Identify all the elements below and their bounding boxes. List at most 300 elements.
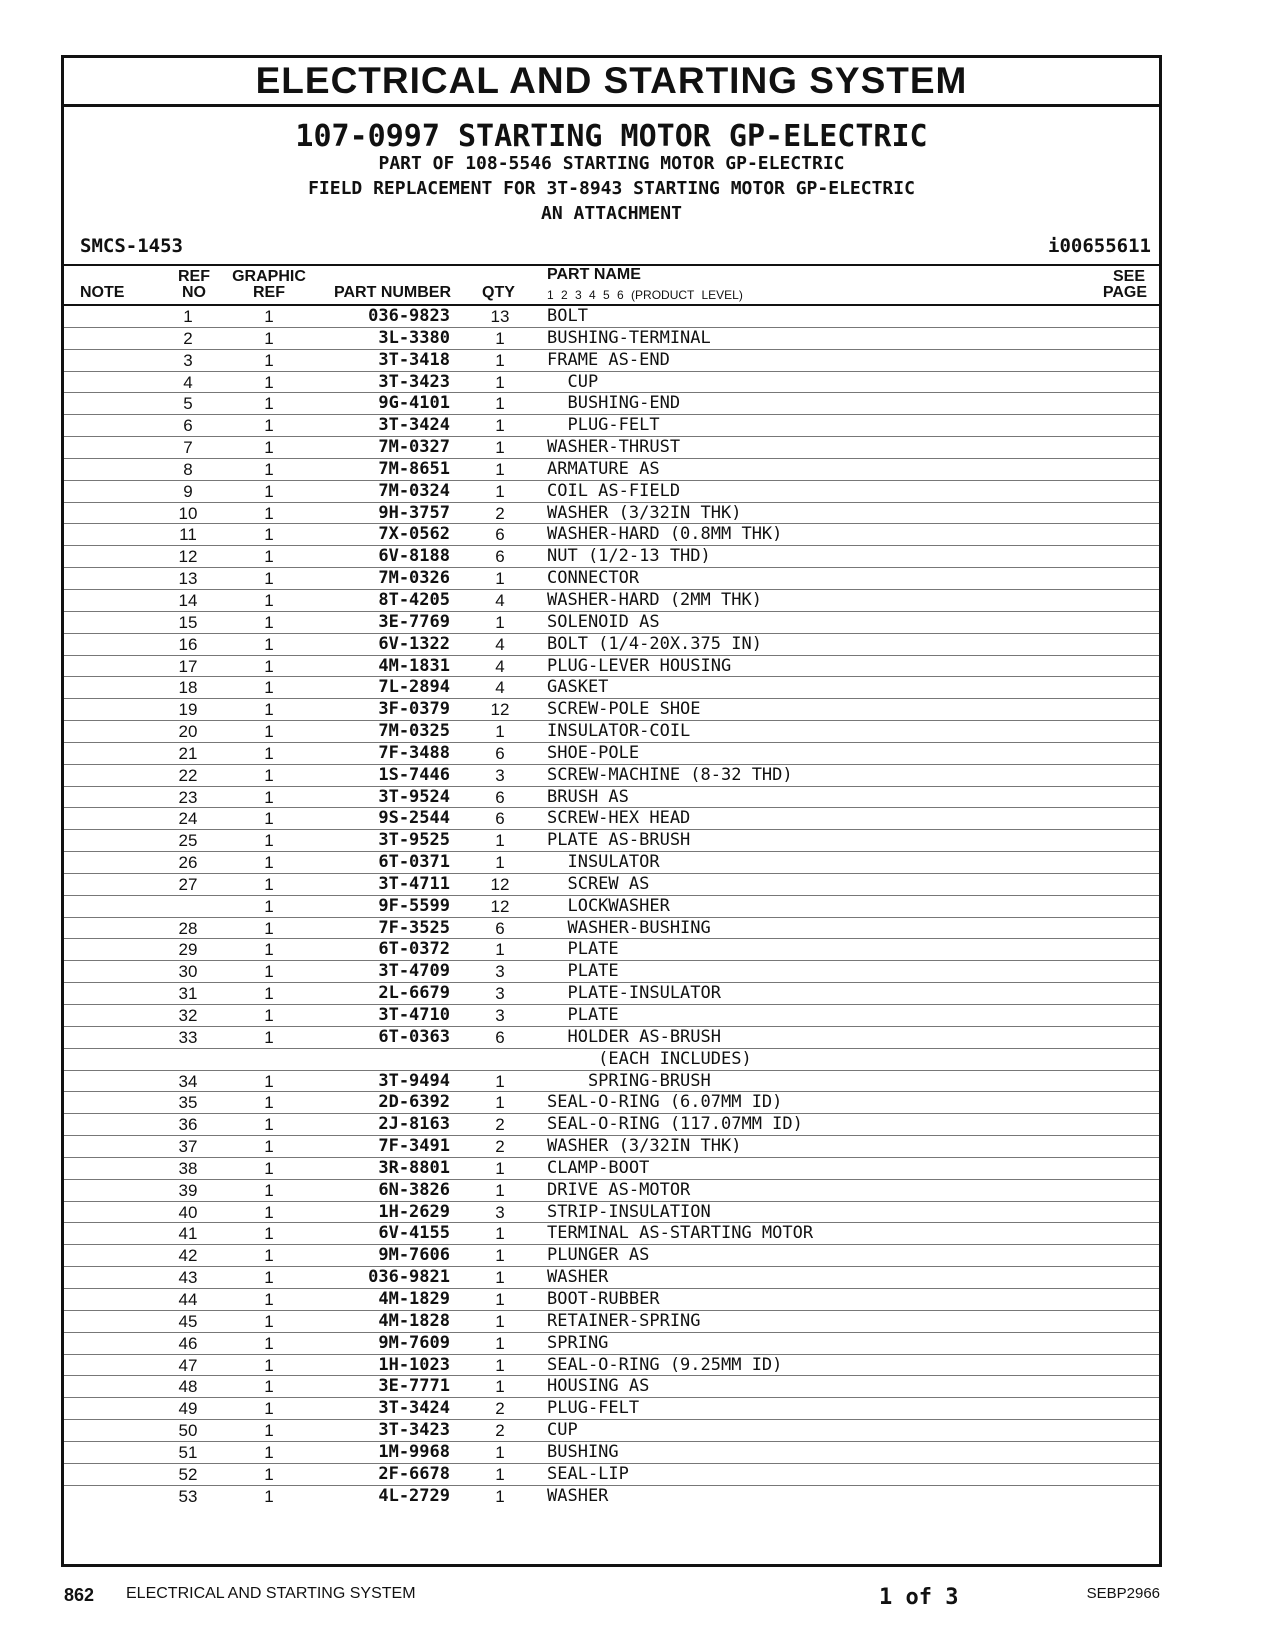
header-qty: QTY — [482, 284, 515, 301]
graphic-ref: 1 — [264, 459, 274, 479]
ref-number: 35 — [178, 1093, 198, 1113]
table-row — [64, 1311, 1159, 1333]
quantity: 1 — [495, 853, 505, 873]
table-row — [64, 1180, 1159, 1202]
quantity: 2 — [495, 503, 505, 523]
table-row — [64, 656, 1159, 678]
quantity: 1 — [495, 612, 505, 632]
quantity: 2 — [495, 1399, 505, 1419]
table-row — [64, 983, 1159, 1005]
ref-number: 14 — [178, 590, 198, 610]
quantity: 1 — [495, 1442, 505, 1462]
quantity: 4 — [495, 656, 505, 676]
part-name: CUP — [547, 371, 599, 392]
section-banner: ELECTRICAL AND STARTING SYSTEM — [64, 58, 1159, 107]
graphic-ref: 1 — [264, 656, 274, 676]
table-row — [64, 1136, 1159, 1158]
part-number: 3L-3380 — [378, 327, 450, 348]
graphic-ref: 1 — [264, 853, 274, 873]
ref-number: 33 — [178, 1027, 198, 1047]
part-number: 3T-4710 — [378, 1005, 450, 1025]
ref-number: 31 — [178, 984, 198, 1004]
part-number: 3T-9524 — [378, 786, 450, 807]
table-row — [64, 481, 1159, 503]
table-row — [64, 1442, 1159, 1464]
quantity: 4 — [495, 590, 505, 610]
ref-number: 13 — [178, 569, 198, 589]
graphic-ref: 1 — [264, 350, 274, 370]
part-number: 7F-3525 — [378, 917, 450, 938]
part-number: 1S-7446 — [378, 764, 450, 785]
part-name: CONNECTOR — [547, 568, 640, 589]
table-row — [64, 1092, 1159, 1114]
graphic-ref: 1 — [264, 503, 274, 523]
graphic-ref: 1 — [264, 547, 274, 567]
ref-number: 34 — [178, 1071, 198, 1091]
part-number: 6T-0363 — [378, 1026, 450, 1047]
part-number: 6V-4155 — [378, 1223, 450, 1244]
table-row — [64, 1158, 1159, 1180]
part-number: 2D-6392 — [378, 1092, 450, 1113]
quantity: 2 — [495, 1421, 505, 1441]
part-name: SHOE-POLE — [547, 742, 640, 763]
ref-number: 24 — [178, 809, 198, 829]
part-number: 2J-8163 — [378, 1114, 450, 1135]
quantity: 6 — [495, 525, 505, 545]
part-number: 3R-8801 — [378, 1157, 450, 1178]
graphic-ref: 1 — [264, 1180, 274, 1200]
table-row — [64, 699, 1159, 721]
graphic-ref: 1 — [264, 1355, 274, 1375]
ref-number: 11 — [179, 525, 197, 545]
table-row — [64, 1267, 1159, 1289]
part-name: PLUG-FELT — [547, 1398, 640, 1419]
ref-number: 22 — [178, 765, 198, 785]
ref-number: 16 — [178, 634, 198, 654]
illustration-id: i00655611 — [1048, 235, 1151, 257]
footer-page-of: 1 of 3 — [879, 1585, 959, 1610]
table-row — [64, 787, 1159, 809]
part-name: SCREW AS — [547, 873, 650, 894]
quantity: 1 — [495, 722, 505, 742]
graphic-ref: 1 — [264, 1421, 274, 1441]
graphic-ref: 1 — [264, 438, 274, 458]
ref-number: 25 — [178, 831, 198, 851]
quantity: 2 — [495, 1115, 505, 1135]
ref-number: 43 — [178, 1268, 198, 1288]
graphic-ref: 1 — [264, 678, 274, 698]
table-row — [64, 874, 1159, 896]
part-number: 6N-3826 — [378, 1179, 450, 1200]
part-name: BUSHING — [547, 1441, 619, 1462]
graphic-ref: 1 — [264, 1399, 274, 1419]
quantity: 3 — [495, 984, 505, 1004]
ref-number: 39 — [178, 1180, 198, 1200]
footer-section: ELECTRICAL AND STARTING SYSTEM — [126, 1585, 416, 1602]
ref-number: 5 — [183, 394, 193, 414]
part-name: DRIVE AS-MOTOR — [547, 1179, 691, 1200]
ref-number: 21 — [178, 743, 198, 763]
part-number: 4M-1828 — [378, 1310, 450, 1331]
table-row — [64, 1355, 1159, 1377]
ref-number: 27 — [178, 874, 198, 894]
part-name: BOLT — [547, 306, 588, 326]
part-number: 7M-0325 — [378, 721, 450, 742]
ref-number: 23 — [178, 787, 198, 807]
quantity: 4 — [495, 678, 505, 698]
part-name: SPRING — [547, 1332, 609, 1353]
part-number: 3T-3418 — [378, 349, 450, 370]
quantity: 6 — [495, 1027, 505, 1047]
graphic-ref: 1 — [264, 962, 274, 982]
graphic-ref: 1 — [264, 809, 274, 829]
quantity: 1 — [495, 1486, 505, 1506]
part-name: SCREW-POLE SHOE — [547, 699, 701, 720]
quantity: 6 — [495, 547, 505, 567]
table-row — [64, 765, 1159, 787]
part-name: WASHER-BUSHING — [547, 917, 711, 938]
part-name: ARMATURE AS — [547, 458, 660, 479]
part-number: 3F-0379 — [378, 699, 450, 720]
graphic-ref: 1 — [264, 1333, 274, 1353]
ref-number: 53 — [178, 1486, 198, 1506]
table-row — [64, 961, 1159, 983]
subtitle-part-of: PART OF 108-5546 STARTING MOTOR GP-ELECTRIC — [378, 153, 845, 174]
part-name: INSULATOR-COIL — [547, 721, 691, 742]
part-number: 2L-6679 — [378, 983, 450, 1004]
part-name: CLAMP-BOOT — [547, 1157, 650, 1178]
table-row — [64, 1114, 1159, 1136]
quantity: 1 — [495, 1158, 505, 1178]
part-name: SPRING-BRUSH — [547, 1070, 711, 1091]
parts-group-header — [64, 107, 1159, 266]
ref-number: 20 — [178, 722, 198, 742]
quantity: 12 — [490, 700, 510, 720]
page-footer — [64, 1585, 1164, 1613]
part-number: 1H-1023 — [378, 1354, 450, 1375]
part-number: 7X-0562 — [378, 524, 450, 545]
part-number: 2F-6678 — [378, 1463, 450, 1484]
table-row — [64, 1245, 1159, 1267]
part-name: SEAL-O-RING (117.07MM ID) — [547, 1114, 803, 1135]
table-row — [64, 743, 1159, 765]
part-name: INSULATOR — [547, 852, 660, 873]
ref-number: 30 — [178, 962, 198, 982]
part-number: 7M-0324 — [378, 480, 450, 501]
part-name: TERMINAL AS-STARTING MOTOR — [547, 1223, 814, 1244]
graphic-ref: 1 — [264, 328, 274, 348]
ref-number: 48 — [178, 1377, 198, 1397]
part-number: 7M-0326 — [378, 568, 450, 589]
table-row — [64, 524, 1159, 546]
table-row — [64, 568, 1159, 590]
graphic-ref: 1 — [264, 831, 274, 851]
quantity: 3 — [495, 1202, 505, 1222]
graphic-ref: 1 — [264, 481, 274, 501]
part-name: WASHER (3/32IN THK) — [547, 1136, 742, 1157]
table-row — [64, 1486, 1159, 1508]
part-name: BUSHING-TERMINAL — [547, 327, 711, 348]
table-row — [64, 721, 1159, 743]
graphic-ref: 1 — [264, 1093, 274, 1113]
ref-number: 36 — [178, 1115, 198, 1135]
quantity: 1 — [495, 940, 505, 960]
part-name: SCREW-HEX HEAD — [547, 808, 691, 829]
parts-table-body — [64, 306, 1159, 1507]
footer-document-id: SEBP2966 — [1086, 1585, 1160, 1602]
ref-number: 32 — [178, 1006, 198, 1025]
ref-number: 37 — [178, 1137, 198, 1157]
table-row — [64, 1420, 1159, 1442]
part-number: 3T-3424 — [378, 1398, 450, 1419]
part-number: 6T-0372 — [378, 939, 450, 960]
part-number: 3E-7769 — [378, 611, 450, 632]
ref-number: 40 — [178, 1202, 198, 1222]
part-name: PLATE-INSULATOR — [547, 983, 721, 1004]
part-number: 6V-8188 — [378, 546, 450, 567]
table-row — [64, 1333, 1159, 1355]
quantity: 1 — [495, 1311, 505, 1331]
ref-number: 1 — [183, 307, 193, 326]
graphic-ref: 1 — [264, 612, 274, 632]
graphic-ref: 1 — [264, 569, 274, 589]
part-name: FRAME AS-END — [547, 349, 670, 370]
table-row — [64, 1464, 1159, 1486]
quantity: 1 — [495, 1071, 505, 1091]
ref-number: 41 — [178, 1224, 198, 1244]
part-number: 036-9823 — [368, 306, 450, 326]
part-number: 9M-7609 — [378, 1332, 450, 1353]
quantity: 6 — [495, 918, 505, 938]
part-name: GASKET — [547, 677, 609, 698]
quantity: 6 — [495, 787, 505, 807]
table-row — [64, 350, 1159, 372]
table-row — [64, 1376, 1159, 1398]
quantity: 1 — [495, 481, 505, 501]
quantity: 1 — [495, 438, 505, 458]
part-name: PLATE — [547, 939, 619, 960]
table-row — [64, 328, 1159, 350]
quantity: 1 — [495, 1246, 505, 1266]
table-row — [64, 1202, 1159, 1224]
part-name: SEAL-O-RING (6.07MM ID) — [547, 1092, 783, 1113]
subtitle-attachment: AN ATTACHMENT — [541, 203, 682, 224]
quantity: 1 — [495, 1093, 505, 1113]
header-graphic-top: GRAPHIC — [232, 268, 306, 285]
table-row — [64, 939, 1159, 961]
part-name: SEAL-LIP — [547, 1463, 629, 1484]
quantity: 1 — [495, 569, 505, 589]
part-name: HOUSING AS — [547, 1376, 650, 1397]
part-name: COIL AS-FIELD — [547, 480, 681, 501]
part-number: 4L-2729 — [378, 1485, 450, 1506]
graphic-ref: 1 — [264, 1289, 274, 1309]
table-row — [64, 546, 1159, 568]
part-name: SEAL-O-RING (9.25MM ID) — [547, 1354, 783, 1375]
column-headers — [64, 266, 1159, 306]
ref-number: 50 — [178, 1421, 198, 1441]
part-name: PLUG-FELT — [547, 415, 660, 436]
table-row — [64, 808, 1159, 830]
part-name: WASHER (3/32IN THK) — [547, 502, 742, 523]
ref-number: 4 — [183, 372, 193, 392]
graphic-ref: 1 — [264, 1202, 274, 1222]
quantity: 3 — [495, 1006, 505, 1025]
table-row — [64, 1005, 1159, 1027]
quantity: 12 — [490, 896, 510, 916]
part-name: STRIP-INSULATION — [547, 1201, 711, 1222]
ref-number: 38 — [178, 1158, 198, 1178]
table-row — [64, 634, 1159, 656]
graphic-ref: 1 — [264, 1006, 274, 1025]
quantity: 1 — [495, 372, 505, 392]
table-row — [64, 1071, 1159, 1093]
ref-number: 2 — [183, 328, 193, 348]
table-row — [64, 1223, 1159, 1245]
part-number: 036-9821 — [368, 1267, 450, 1288]
ref-number: 8 — [183, 459, 193, 479]
part-name: PLUNGER AS — [547, 1245, 650, 1266]
ref-number: 15 — [178, 612, 198, 632]
quantity: 13 — [490, 307, 510, 326]
part-name: WASHER — [547, 1267, 609, 1288]
part-name: PLATE — [547, 961, 619, 982]
part-name: RETAINER-SPRING — [547, 1310, 701, 1331]
header-ref-bottom: NO — [182, 284, 206, 301]
ref-number: 28 — [178, 918, 198, 938]
quantity: 1 — [495, 831, 505, 851]
part-number: 7F-3491 — [378, 1136, 450, 1157]
table-row — [64, 393, 1159, 415]
header-ref-top: REF — [178, 268, 210, 285]
quantity: 3 — [495, 962, 505, 982]
graphic-ref: 1 — [264, 743, 274, 763]
graphic-ref: 1 — [264, 1115, 274, 1135]
quantity: 12 — [490, 874, 510, 894]
graphic-ref: 1 — [264, 918, 274, 938]
part-number: 9H-3757 — [378, 502, 450, 523]
quantity: 1 — [495, 350, 505, 370]
part-name: BOLT (1/4-20X.375 IN) — [547, 633, 762, 654]
graphic-ref: 1 — [264, 1442, 274, 1462]
part-number: 9M-7606 — [378, 1245, 450, 1266]
quantity: 1 — [495, 1464, 505, 1484]
part-name: HOLDER AS-BRUSH — [547, 1026, 721, 1047]
graphic-ref: 1 — [264, 1311, 274, 1331]
graphic-ref: 1 — [264, 1268, 274, 1288]
ref-number: 52 — [178, 1464, 198, 1484]
smcs-code: SMCS-1453 — [80, 235, 183, 257]
part-number: 3T-4709 — [378, 961, 450, 982]
ref-number: 7 — [183, 438, 193, 458]
graphic-ref: 1 — [264, 1377, 274, 1397]
quantity: 1 — [495, 1377, 505, 1397]
table-row — [64, 830, 1159, 852]
graphic-ref: 1 — [264, 1224, 274, 1244]
table-row — [64, 503, 1159, 525]
part-number: 7M-8651 — [378, 458, 450, 479]
graphic-ref: 1 — [264, 765, 274, 785]
part-name: PLUG-LEVER HOUSING — [547, 655, 732, 676]
ref-number: 12 — [178, 547, 198, 567]
footer-page-number: 862 — [64, 1585, 95, 1605]
quantity: 1 — [495, 1355, 505, 1375]
table-row — [64, 590, 1159, 612]
graphic-ref: 1 — [264, 394, 274, 414]
part-number: 4M-1829 — [378, 1288, 450, 1309]
part-name: PLATE — [547, 1005, 619, 1025]
ref-number: 49 — [178, 1399, 198, 1419]
quantity: 1 — [495, 459, 505, 479]
graphic-ref: 1 — [264, 307, 274, 326]
quantity: 6 — [495, 809, 505, 829]
quantity: 6 — [495, 743, 505, 763]
header-part-number: PART NUMBER — [334, 284, 452, 301]
part-name: SCREW-MACHINE (8-32 THD) — [547, 764, 793, 785]
quantity: 1 — [495, 328, 505, 348]
header-product-levels: 1 2 3 4 5 6 (PRODUCT LEVEL) — [547, 288, 743, 302]
part-name: (EACH INCLUDES) — [547, 1048, 752, 1069]
graphic-ref: 1 — [264, 874, 274, 894]
ref-number: 3 — [183, 350, 193, 370]
part-number: 3T-3423 — [378, 1420, 450, 1441]
part-number: 3T-3423 — [378, 371, 450, 392]
ref-number: 10 — [178, 503, 198, 523]
quantity: 1 — [495, 416, 505, 436]
graphic-ref: 1 — [264, 896, 274, 916]
quantity: 1 — [495, 1333, 505, 1353]
part-number: 6T-0371 — [378, 852, 450, 873]
table-row — [64, 1049, 1159, 1071]
table-row — [64, 1398, 1159, 1420]
part-number: 1H-2629 — [378, 1201, 450, 1222]
quantity: 4 — [495, 634, 505, 654]
group-title: 107-0997 STARTING MOTOR GP-ELECTRIC — [295, 119, 928, 154]
part-number: 3T-3424 — [378, 415, 450, 436]
graphic-ref: 1 — [264, 634, 274, 654]
header-see-bottom: PAGE — [1102, 284, 1147, 301]
part-name: WASHER — [547, 1485, 609, 1506]
table-row — [64, 1289, 1159, 1311]
ref-number: 9 — [183, 481, 193, 501]
part-name: NUT (1/2-13 THD) — [547, 546, 711, 567]
table-row — [64, 918, 1159, 940]
part-name: BUSHING-END — [547, 393, 681, 414]
part-number: 7F-3488 — [378, 742, 450, 763]
table-row — [64, 612, 1159, 634]
header-graphic-bottom: REF — [253, 284, 285, 301]
parts-list-frame — [61, 55, 1162, 1567]
graphic-ref: 1 — [264, 700, 274, 720]
ref-number: 45 — [178, 1311, 198, 1331]
table-row — [64, 437, 1159, 459]
header-part-name: PART NAME — [547, 266, 641, 283]
graphic-ref: 1 — [264, 1158, 274, 1178]
part-name: SOLENOID AS — [547, 611, 660, 632]
part-number: 3T-9525 — [378, 830, 450, 851]
graphic-ref: 1 — [264, 590, 274, 610]
graphic-ref: 1 — [264, 787, 274, 807]
ref-number: 46 — [178, 1333, 198, 1353]
table-row — [64, 415, 1159, 437]
part-name: CUP — [547, 1420, 578, 1441]
part-number: 7L-2894 — [378, 677, 450, 698]
graphic-ref: 1 — [264, 1464, 274, 1484]
ref-number: 44 — [178, 1289, 198, 1309]
quantity: 1 — [495, 1268, 505, 1288]
table-row — [64, 1027, 1159, 1049]
table-row — [64, 677, 1159, 699]
